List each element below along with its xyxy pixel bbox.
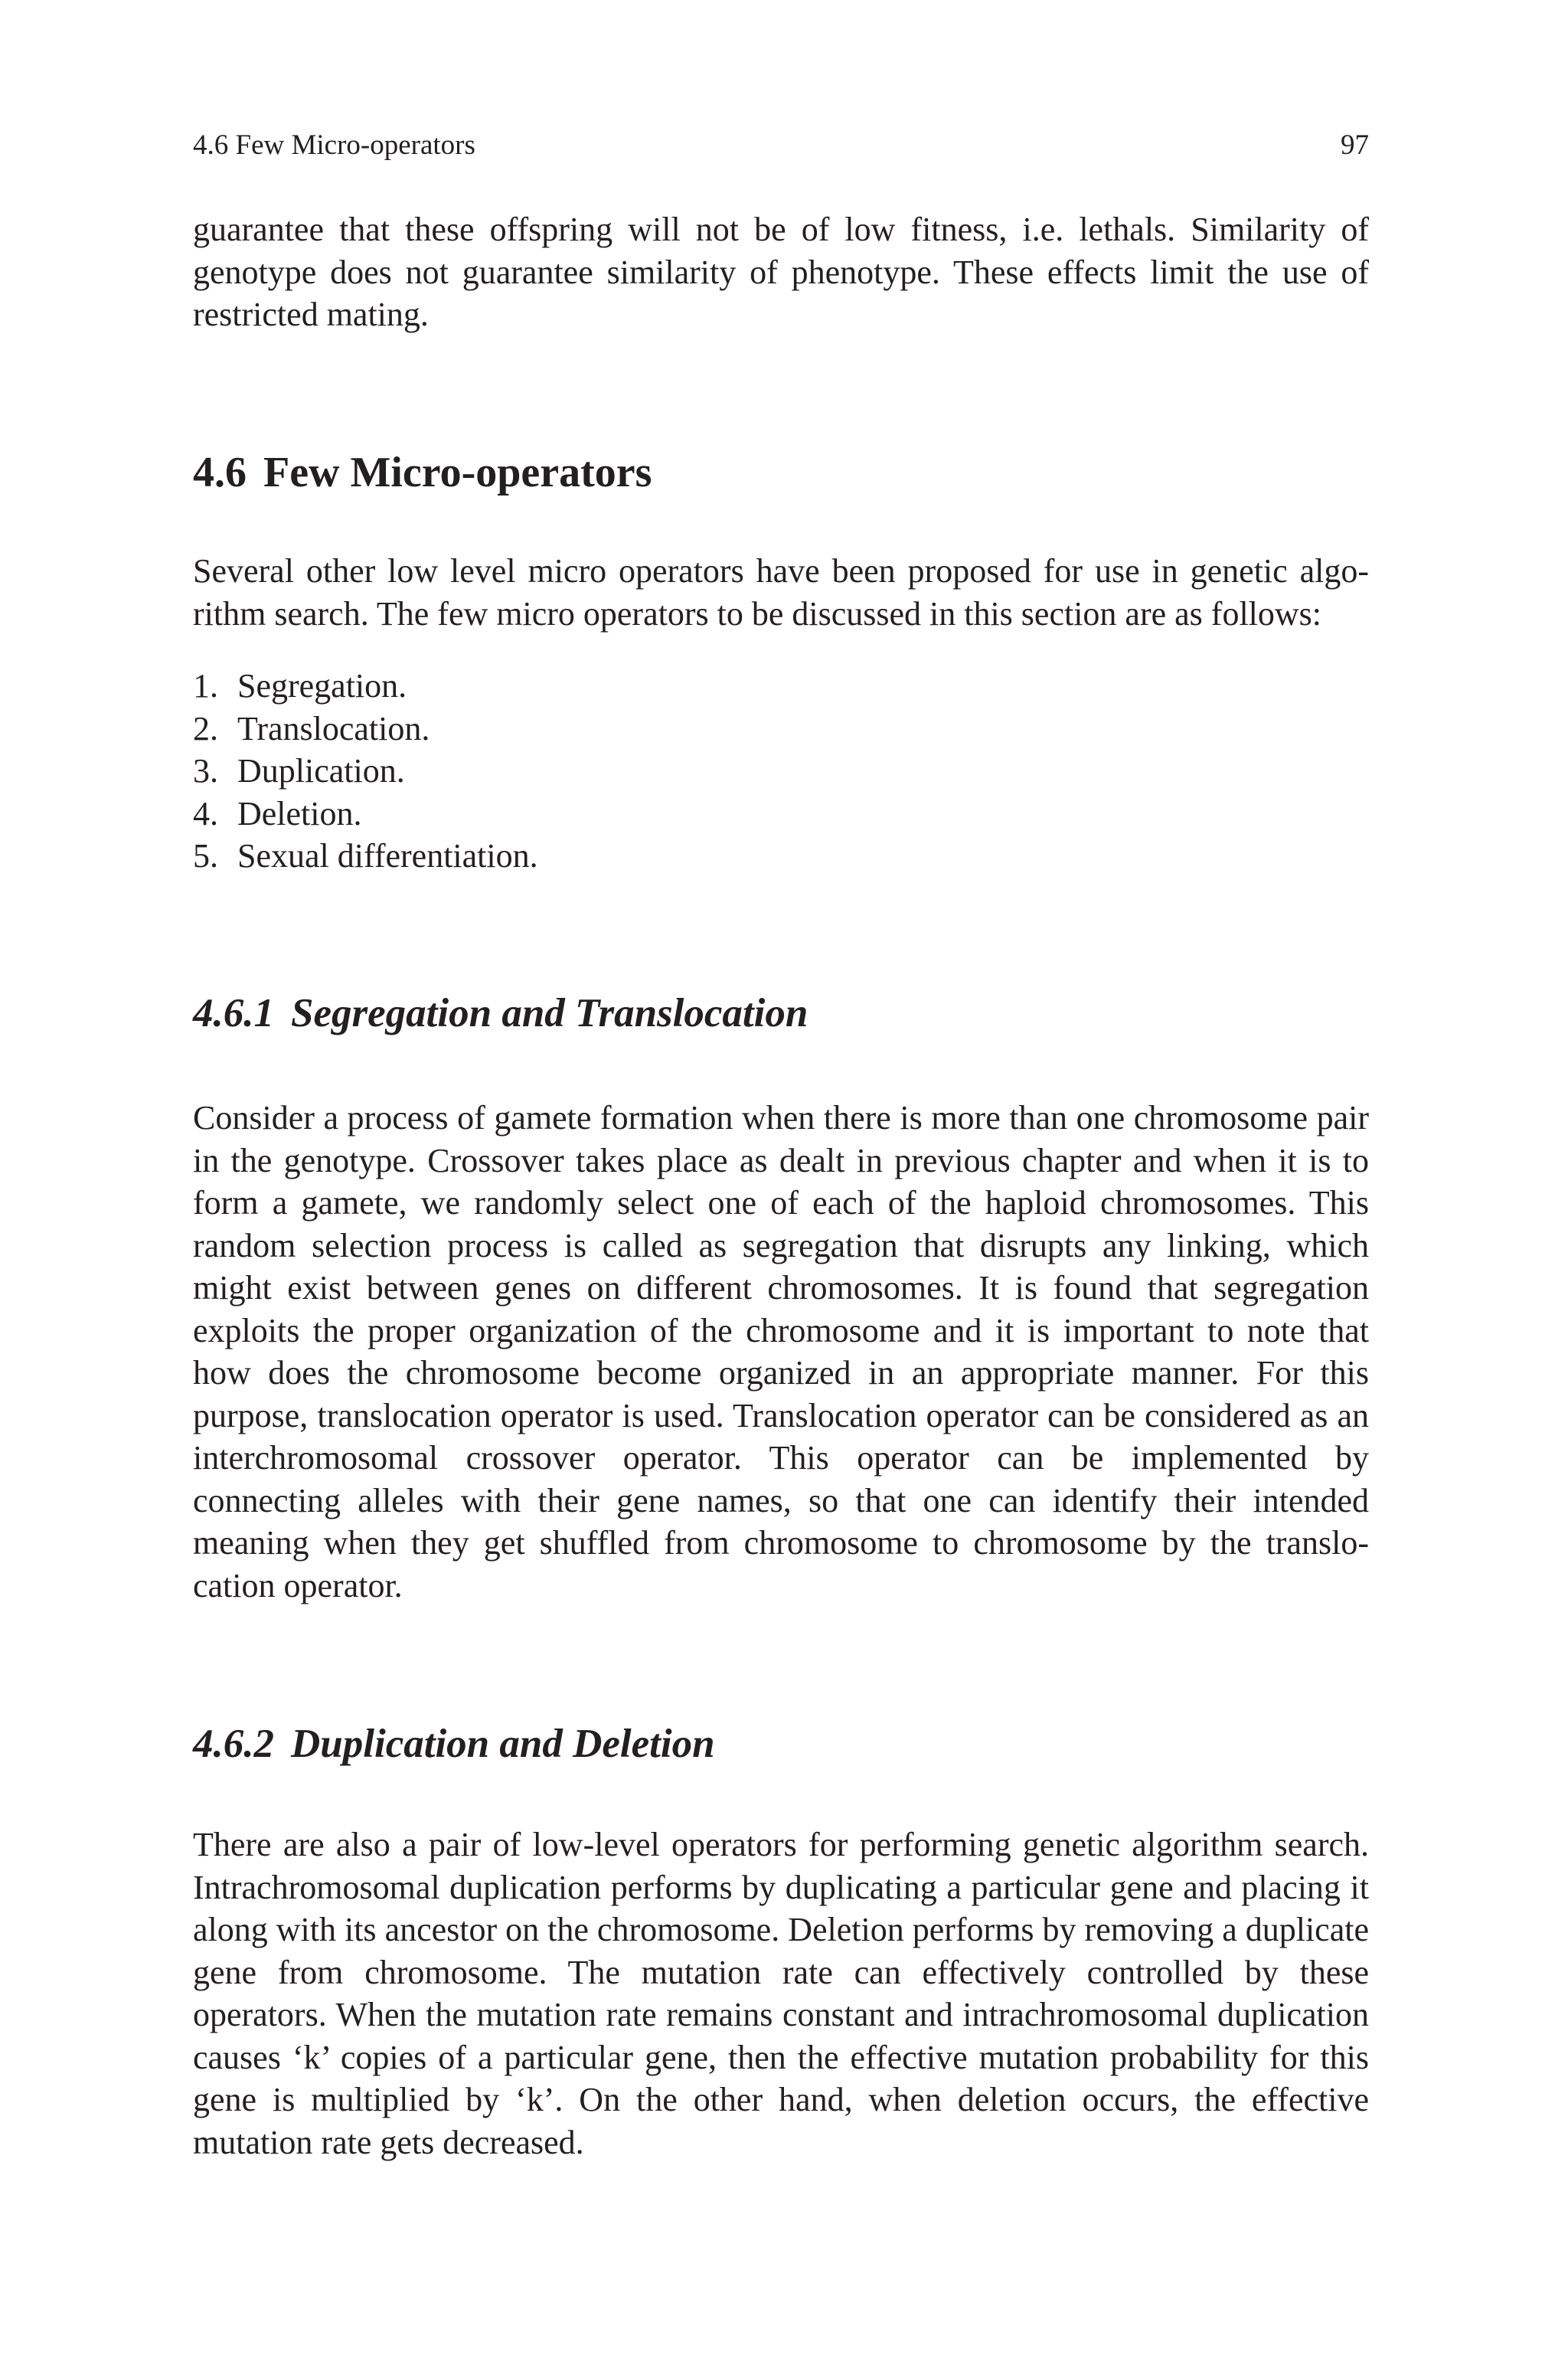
subsection-2-heading	[193, 1719, 715, 1769]
list-item-number: 5.	[193, 837, 218, 875]
list-item-number: 3.	[193, 752, 218, 790]
list-item	[193, 665, 1112, 708]
section-number: 4.6	[193, 449, 247, 496]
subsection-2-number: 4.6.2	[193, 1722, 274, 1766]
page-number: 97	[1341, 129, 1369, 161]
section-heading	[193, 446, 652, 499]
subsection-2-title: Duplication and Deletion	[291, 1722, 715, 1766]
running-head	[193, 127, 1369, 164]
subsection-1-heading	[193, 988, 808, 1038]
subsection-1-title: Segregation and Translocation	[291, 991, 808, 1035]
list-item-label: Duplication.	[237, 752, 405, 790]
list-item	[193, 750, 1112, 793]
list-item-number: 1.	[193, 667, 218, 705]
subsection-1-paragraph: Consider a process of gamete formation when there is more than one chromosome pair in the genotype. Crossover takes place as dealt in previous chapter and when it is to form a gamete, we randomly select one of each of the haploid chromosomes. This random selection process is called as segregation that disrupts any linking, which might exist between genes on different chromosomes. It is found that segregation exploits the proper organization of the chromosome and it is important to note that how does the chromosome become organized in an appropriate manner. For this purpose, translocation operator is used. Translocation operator can be considered as an interchromosomal crossover operator. This operator can be implemented by connecting alleles with their gene names, so that one can identify their intended meaning when they get shuffled from chromosome to chromosome by the translocation operator.	[193, 1099, 1369, 1604]
list-item-label: Translocation.	[237, 709, 430, 747]
list-item-number: 2.	[193, 709, 218, 747]
list-item-label: Deletion.	[237, 794, 362, 832]
section-title: Few Micro-operators	[263, 449, 652, 496]
operator-list	[193, 665, 1112, 878]
list-item-number: 4.	[193, 794, 218, 832]
list-item	[193, 708, 1112, 751]
section-intro-paragraph: Several other low level micro operators have been proposed for use in genetic algorithm search. The few micro operators to be discussed in this section are as follows:	[193, 552, 1369, 633]
running-head-title: 4.6 Few Micro-operators	[193, 129, 475, 161]
list-item-label: Segregation.	[237, 667, 407, 705]
subsection-1-number: 4.6.1	[193, 991, 274, 1035]
intro-paragraph: guarantee that these offspring will not be of low fitness, i.e. lethals. Similarity of genotype does not guarantee similarity of phenotype. These effects limit the use of restricted mating.	[193, 211, 1369, 333]
list-item-label: Sexual differentiation.	[237, 837, 538, 875]
list-item	[193, 835, 1112, 878]
list-item	[193, 793, 1112, 836]
subsection-2-paragraph: There are also a pair of low-level operators for performing genetic algorithm search. Intrachromosomal duplication performs by duplicating a particular gene and placing it along with its ancestor on the chromosome. Deletion performs by removing a duplicate gene from chromosome. The mutation rate can effectively controlled by these operators. When the mutation rate remains constant and intrachromosomal duplication causes ‘k’ copies of a particular gene, then the effective mutation probability for this gene is multiplied by ‘k’. On the other hand, when deletion occurs, the effective mutation rate gets decreased.	[193, 1826, 1369, 2161]
